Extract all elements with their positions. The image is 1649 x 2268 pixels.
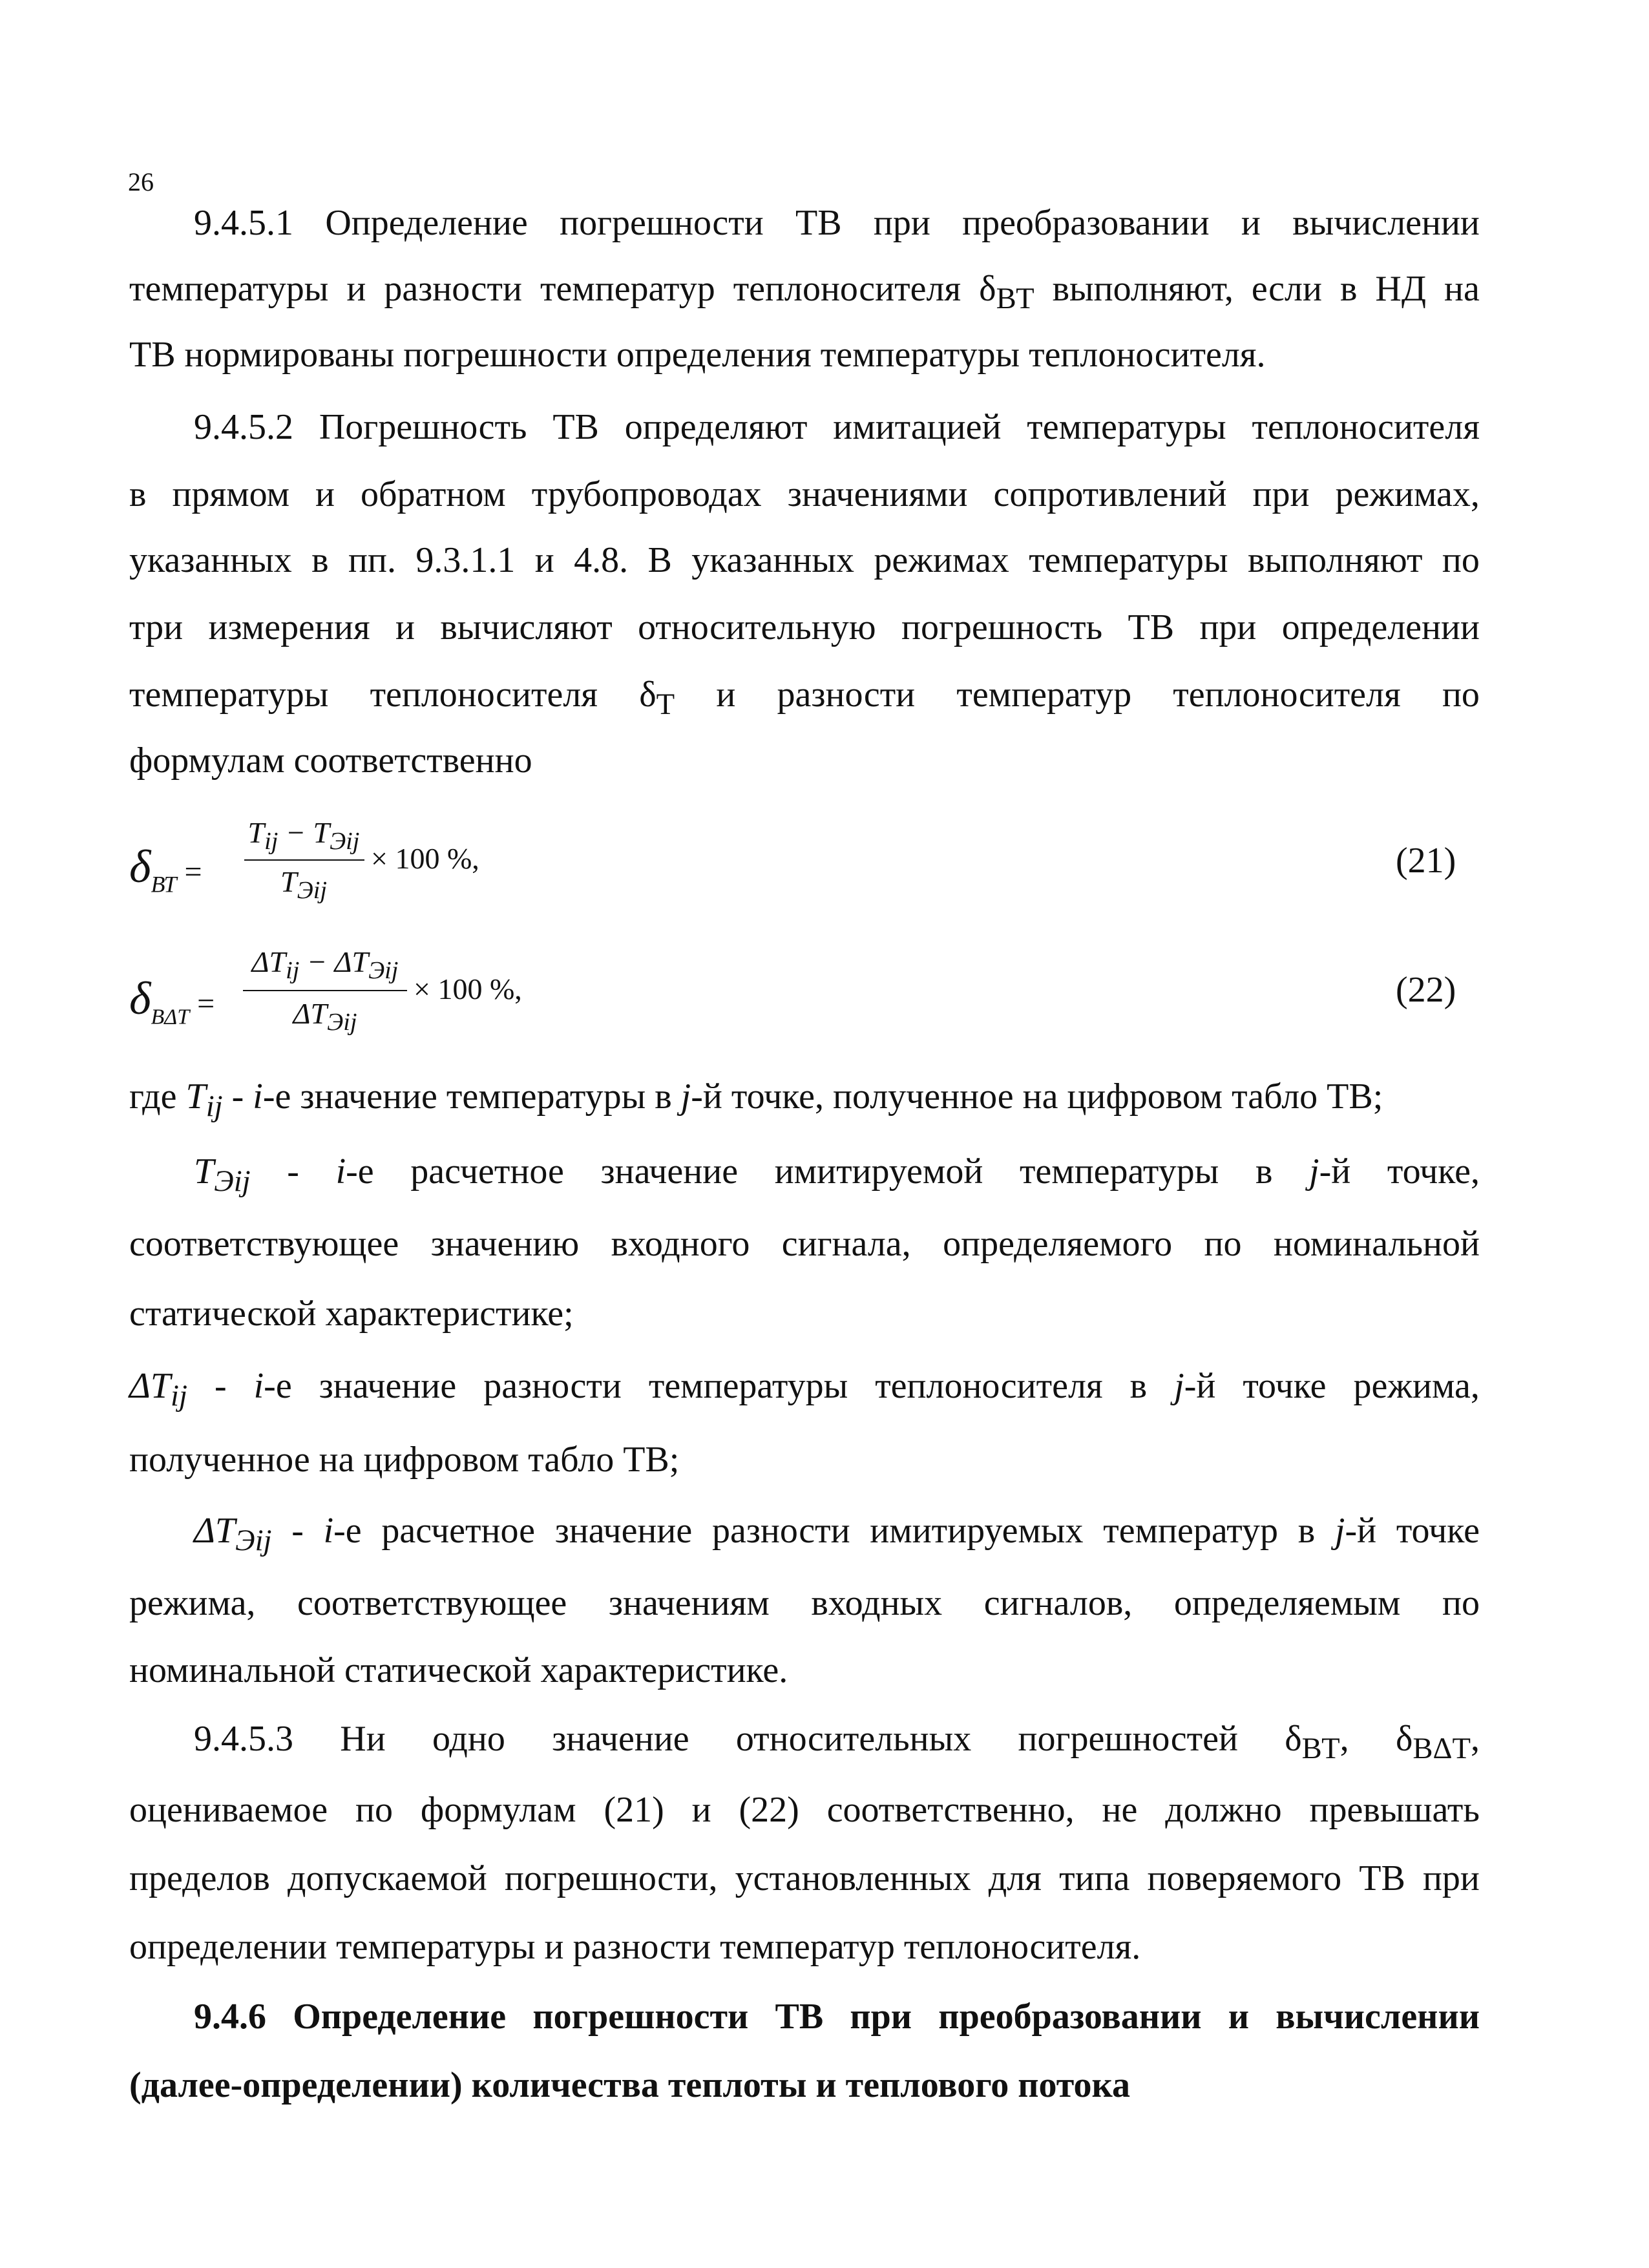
eq21-factor: × 100 %,: [371, 842, 479, 875]
def-line-4: статической характеристике;: [129, 1294, 574, 1334]
section-heading-line-1: 9.4.6 Определение погрешности ТВ при преобразовании и вычислении: [194, 1997, 1480, 2037]
eq22-lhs: $\delta_{В\Delta Т}$ =: [129, 972, 215, 1029]
p1-line-2: температуры и разности температур теплоносителя $\delta_{ВТ}$ выполняют, если в НД на: [129, 269, 1480, 316]
p2-line-4: три измерения и вычисляют относительную погрешность ТВ при определении: [129, 607, 1480, 647]
eq21-number: (21): [1396, 841, 1456, 881]
def-line-7: $\Delta T_{Эij}$ - i-е расчетное значение разности имитируемых температур в j-й точке: [194, 1511, 1480, 1558]
p3-line-1: 9.4.5.3 Ни одно значение относительных погрешностей $\delta_{ВТ}$, $\delta_{В\Delta Т}$,: [194, 1719, 1480, 1766]
eq21-numerator: $T_{ij} - T_{Эij}$: [247, 816, 360, 856]
p3-line-4: определении температуры и разности температур теплоносителя.: [129, 1927, 1141, 1967]
def-line-3: соответствующее значению входного сигнала, определяемого по номинальной: [129, 1224, 1480, 1264]
p2-line-3: указанных в пп. 9.3.1.1 и 4.8. В указанных режимах температуры выполняют по: [129, 540, 1480, 580]
eq21-fraction-bar: [244, 859, 364, 861]
eq22-denominator: $\Delta T_{Эij}$: [293, 997, 357, 1036]
p2-line-1: 9.4.5.2 Погрешность ТВ определяют имитацией температуры теплоносителя: [194, 407, 1480, 447]
eq22-numerator: $\Delta T_{ij} - \Delta T_{Эij}$: [251, 945, 399, 985]
def-line-9: номинальной статической характеристике.: [129, 1650, 788, 1690]
page-number: 26: [128, 167, 154, 196]
p1-line-3: ТВ нормированы погрешности определения температуры теплоносителя.: [129, 335, 1266, 375]
eq22-fraction-bar: [243, 990, 407, 991]
def-line-1: где $T_{ij} - i-е$ значение температуры в j-й точке, полученное на цифровом табло ТВ;: [129, 1076, 1383, 1124]
p3-line-2: оцениваемое по формулам (21) и (22) соответственно, не должно превышать: [129, 1790, 1480, 1830]
def-line-2: $T_{Эij}$ - i-е расчетное значение имитируемой температуры в j-й точке,: [194, 1151, 1480, 1199]
eq22-factor: × 100 %,: [414, 972, 522, 1005]
section-heading-line-2: (далее-определении) количества теплоты и теплового потока: [129, 2065, 1130, 2105]
eq22-number: (22): [1396, 970, 1456, 1010]
def-line-6: полученное на цифровом табло ТВ;: [129, 1440, 680, 1480]
eq21-lhs: $\delta_{ВТ}$ =: [129, 841, 202, 898]
p2-line-5: температуры теплоносителя $\delta_Т$ и разности температур теплоносителя по: [129, 675, 1480, 722]
def-line-5: $\Delta T_{ij}$ - i-е значение разности температуры теплоносителя в j-й точке режима,: [129, 1366, 1480, 1413]
p2-line-2: в прямом и обратном трубопроводах значениями сопротивлений при режимах,: [129, 474, 1480, 514]
def-line-8: режима, соответствующее значениям входных сигналов, определяемым по: [129, 1583, 1480, 1623]
eq21-denominator: $T_{Эij}$: [280, 865, 327, 905]
p3-line-3: пределов допускаемой погрешности, установленных для типа поверяемого ТВ при: [129, 1858, 1480, 1898]
p2-line-6: формулам соответственно: [129, 740, 532, 781]
p1-line-1: 9.4.5.1 Определение погрешности ТВ при преобразовании и вычислении: [194, 203, 1480, 243]
